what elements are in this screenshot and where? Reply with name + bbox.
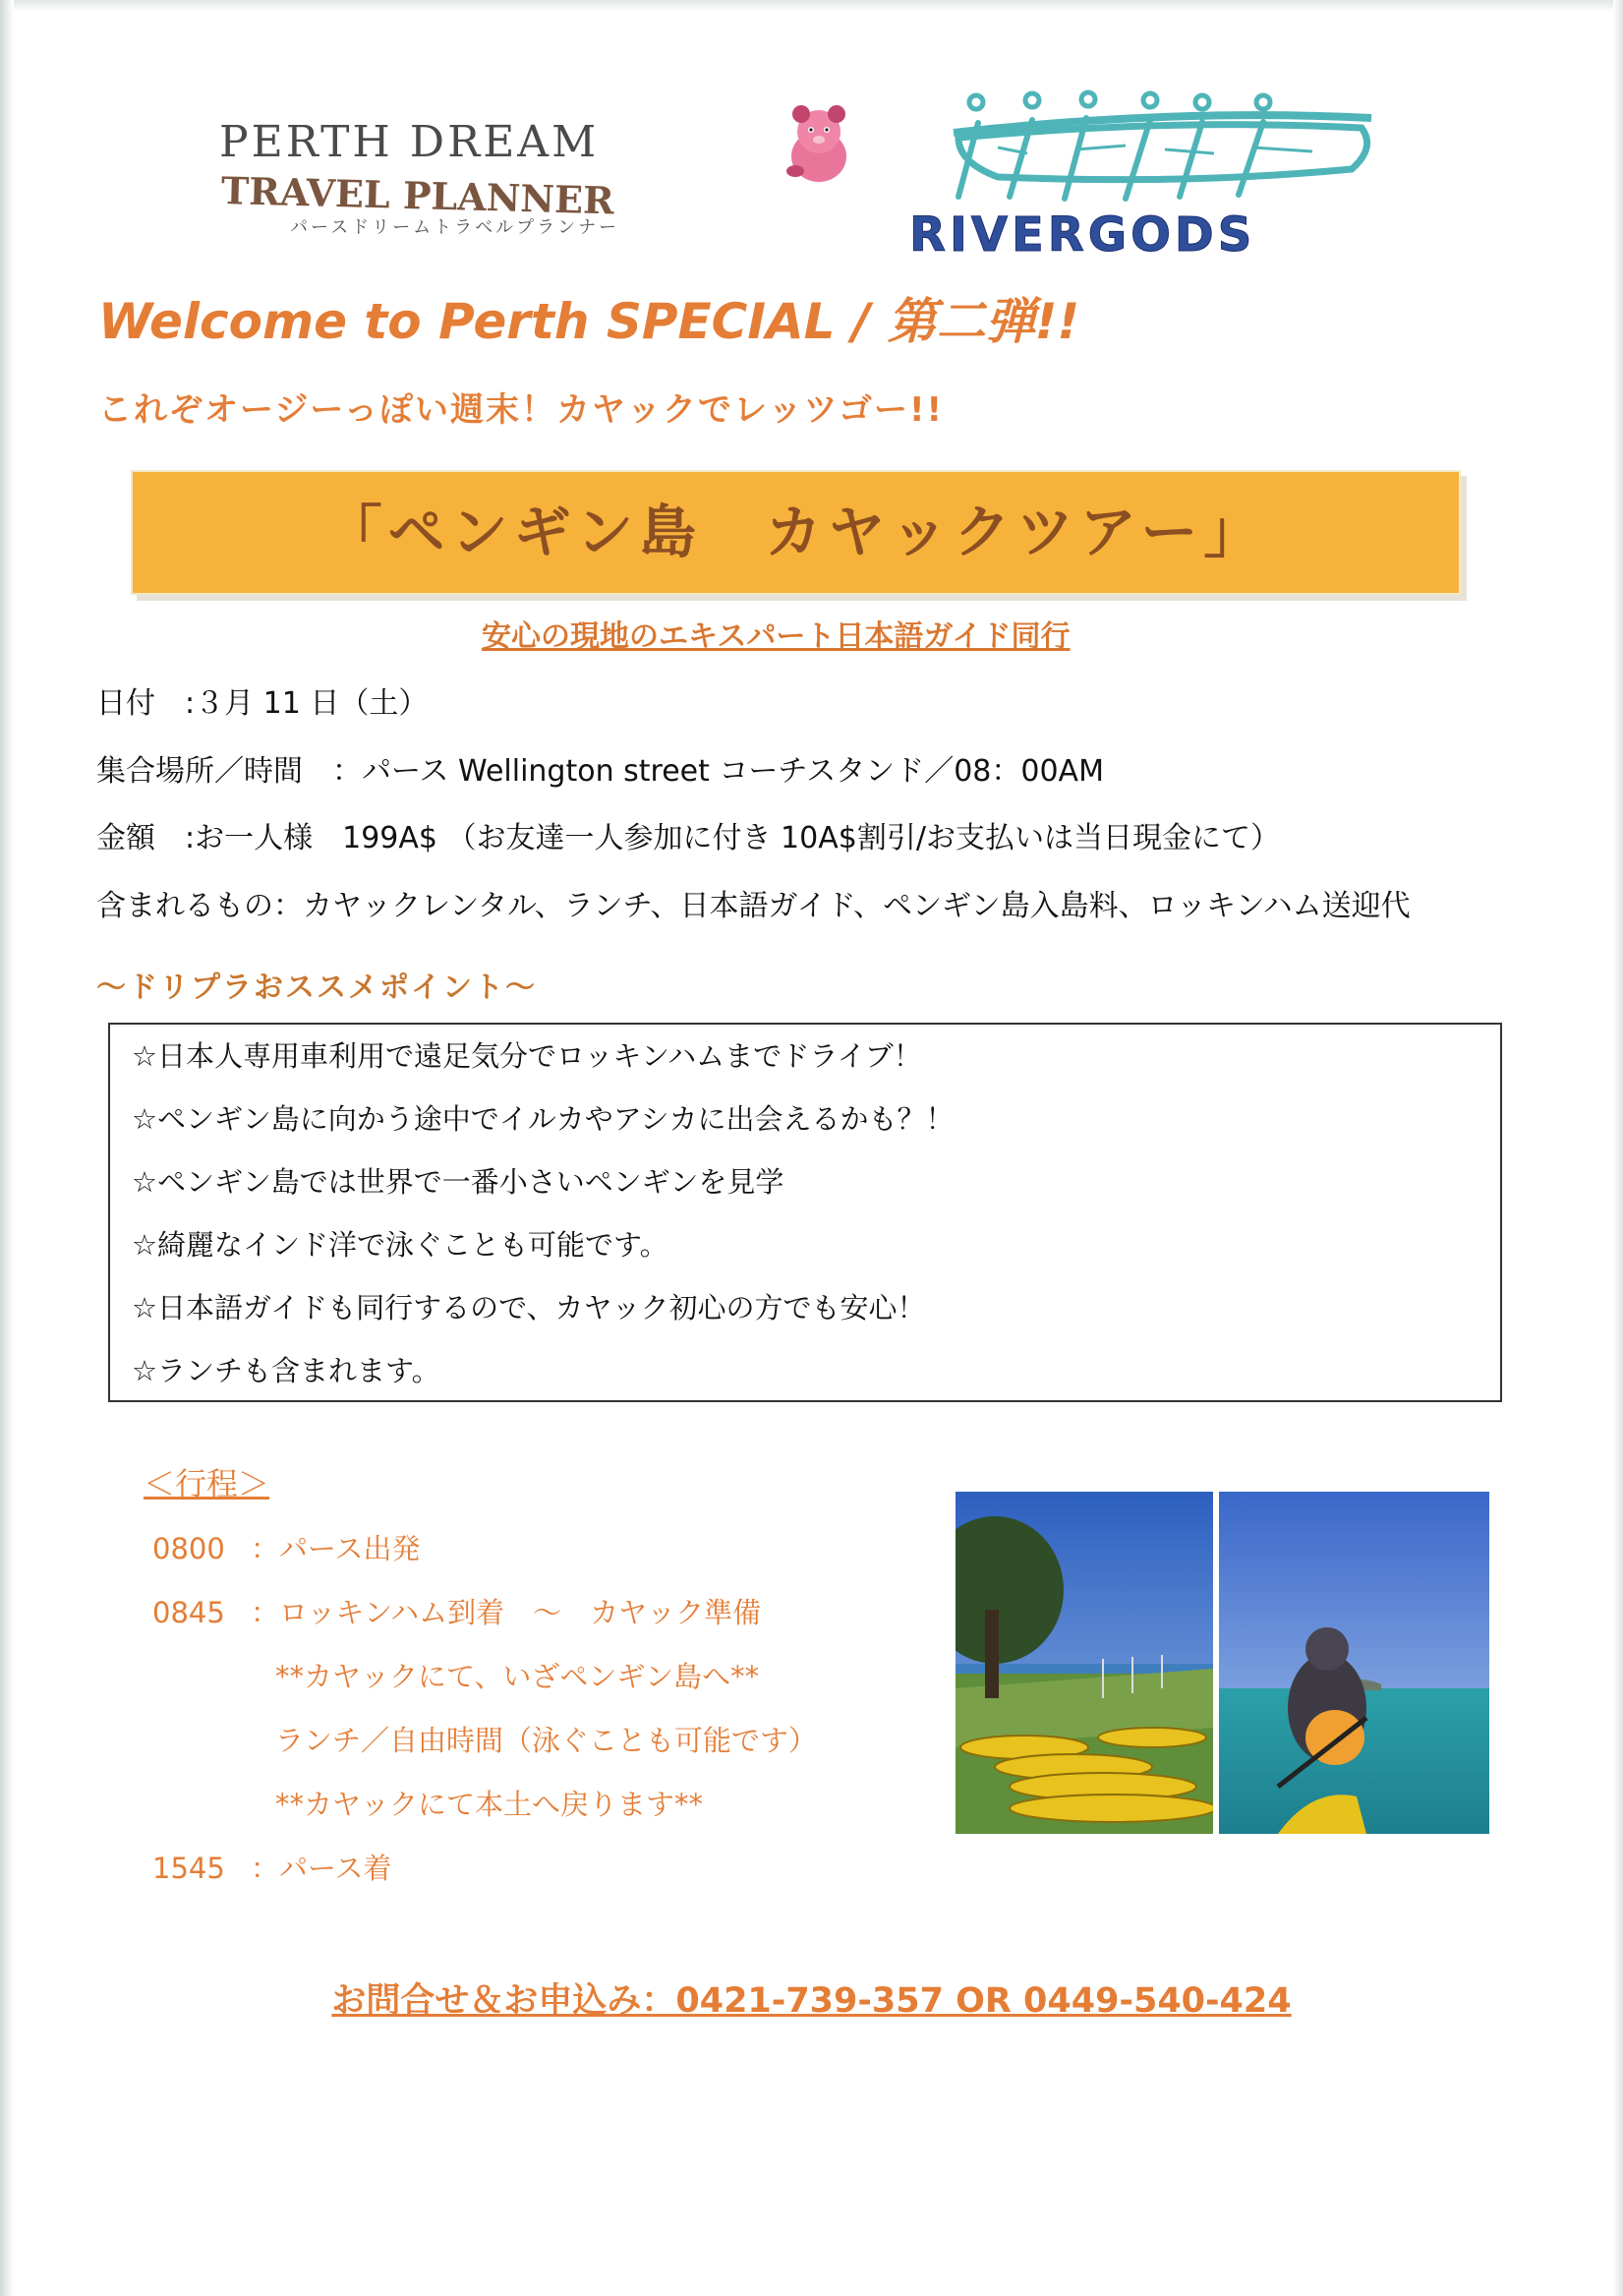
guide-line: 安心の現地のエキスパート日本語ガイド同行: [482, 619, 1071, 654]
points-box: [108, 1023, 1502, 1402]
point-item: ☆日本語ガイドも同行するので、カヤック初心の方でも安心！: [132, 1291, 926, 1325]
points-heading: ～ドリプラおススメポイント～: [96, 971, 537, 1005]
scan-edge-left: [0, 0, 14, 2296]
schedule-time: 0800: [152, 1532, 225, 1565]
schedule-time: 1545: [152, 1852, 225, 1885]
scan-edge-right: [1613, 0, 1623, 2296]
rivergods-logo-word: RIVERGODS: [909, 207, 1256, 263]
perth-dream-logo-line2: TRAVEL PLANNER: [220, 168, 615, 223]
schedule-time: 0845: [152, 1596, 225, 1629]
schedule-text: ：パース出発: [251, 1532, 421, 1565]
info-meeting: 集合場所／時間 ：パース Wellington street コーチスタンド／08：00AM: [96, 754, 1104, 789]
page-title: Welcome to Perth SPECIAL / 第二弾!!: [98, 293, 1080, 350]
schedule-text: **カヤックにて、いざペンギン島へ**: [275, 1660, 760, 1693]
info-included: 含まれるもの：カヤックレンタル、ランチ、日本語ガイド、ペンギン島入島料、ロッキンハム送迎代: [96, 889, 1411, 923]
scan-edge-top: [0, 0, 1623, 12]
schedule-text: ：ロッキンハム到着 ～ カヤック準備: [251, 1596, 762, 1629]
page-subtitle: これぞオージーっぽい週末！カヤックでレッツゴー!!: [98, 390, 944, 430]
perth-dream-logo-line1: PERTH DREAM: [219, 117, 600, 167]
point-item: ☆ペンギン島では世界で一番小さいペンギンを見学: [132, 1165, 784, 1199]
point-item: ☆ランチも含まれます。: [132, 1354, 440, 1387]
rivergods-logo: [909, 88, 1430, 261]
point-item: ☆綺麗なインド洋で泳ぐことも可能です。: [132, 1228, 668, 1262]
tour-banner-text: 「ペンギン島 カヤックツアー」: [324, 499, 1267, 565]
info-price: 金額 :お一人様 199A$ （お友達一人参加に付き 10A$割引/お支払いは当日現金にて）: [96, 821, 1280, 855]
schedule-text: ：パース着: [251, 1852, 392, 1885]
schedule-title: ＜行程＞: [144, 1465, 270, 1502]
info-date: 日付 :３月 11 日（土）: [96, 686, 429, 721]
raft-paddlers-icon: [939, 88, 1420, 206]
perth-dream-logo: [211, 118, 791, 251]
point-item: ☆日本人専用車利用で遠足気分でロッキンハムまでドライブ！: [132, 1039, 922, 1073]
kayaker-at-sea-photo: [1219, 1492, 1489, 1834]
point-item: ☆ペンギン島に向かう途中でイルカやアシカに出会えるかも？！: [132, 1102, 955, 1136]
schedule-text: ランチ／自由時間（泳ぐことも可能です）: [275, 1724, 818, 1757]
kayaks-on-beach-photo: [956, 1492, 1213, 1834]
pink-bear-mascot-icon: [780, 102, 858, 191]
schedule-text: **カヤックにて本土へ戻ります**: [275, 1788, 704, 1821]
contact-line: お問合せ＆お申込み：0421-739-357 OR 0449-540-424: [331, 1981, 1292, 2021]
perth-dream-logo-line3: パースドリームトラベルプランナー: [290, 217, 620, 238]
tour-banner: [131, 470, 1461, 595]
